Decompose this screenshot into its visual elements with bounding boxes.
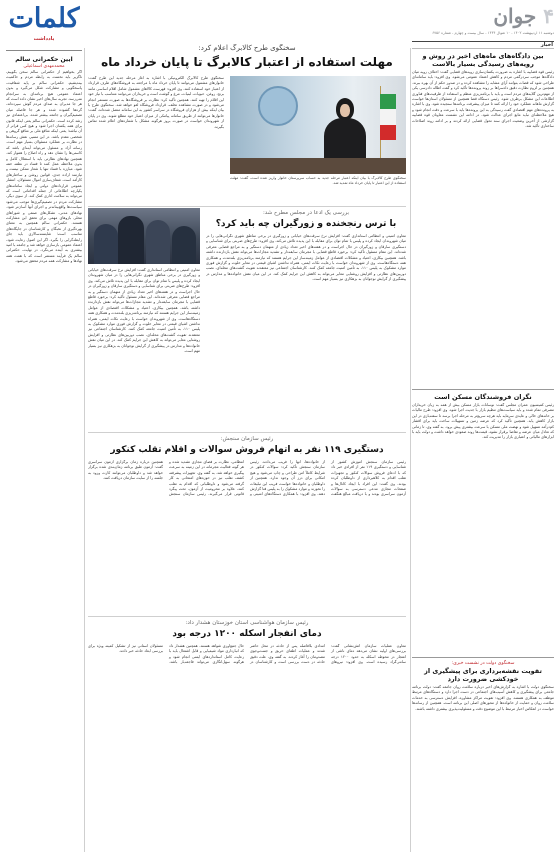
blast-story-title: دمای انفجار اسکله ۱۲۰۰ درجه بود <box>172 629 322 639</box>
column-divider-right <box>410 48 411 852</box>
konkur-story-kicker: رئیس سازمان سنجش: <box>220 436 274 442</box>
page-number: ۴ <box>543 4 554 28</box>
lead-story <box>88 44 406 204</box>
figure-2 <box>118 216 144 264</box>
robbery-story-photo <box>88 208 200 264</box>
housing-box-body: رئیس کمیسیون عمران مجلس گفت: نوسانات بازار مسکن بیش از همه به زیان خریداران مصرفی تمام شده و باید سیاست‌های تنظیم بازار با جدیت اجرا شود. وی افزود: طرح مالیات بر خانه‌های خالی و عایدی سرمایه باید هرچه سریع‌تر به مرحله اجرا برسد تا سفته‌بازی در این بازار کاهش یابد. همچنین تأکید کرد که عرضه زمین و تسهیلات ساخت باید برای اقشار کم‌درآمد تسهیل شود و نهضت ملی مسکن با سرعت بیشتری پیش برود. به گفته وی، تا زمانی که تعادل میان عرضه و تقاضا برقرار نشود، قیمت‌ها روند صعودی خواهد داشت و دولت باید با ابزارهای مالیاتی و اعتباری بازار را مدیریت کند. <box>412 403 554 440</box>
konkur-story-body: رئیس سازمان سنجش آموزش کشور از شناسایی و دستگیری ۱۱۹ نفر از افرادی خبر داد که با ادعای فروش سوالات کنکور و تجهیزات تقلب اقدام به کلاهبرداری از داوطلبان کرده بودند. وی گفت: این افراد با ایجاد کانال‌ها و صفحات مجازی مدعی دسترسی به سوالات آزمون سراسری بودند و با دریافت مبالغ هنگفت از خانواده‌ها، آنها را فریب می‌دادند. رئیس سازمان سنجش تأکید کرد: سوالات کنکور در شرایط کاملاً امن طراحی و چاپ می‌شود و هیچ امکانی برای درز آن وجود ندارد. همچنین از داوطلبان و خانواده‌ها خواست فریب این تبلیغات را نخورند و موارد مشکوک را به پلیس فتا گزارش دهند. وی افزود: با همکاری دستگاه‌های امنیتی و انتظامی، نظارت بر فضای مجازی تشدید شده و هر گونه فعالیت مجرمانه در این زمینه به سرعت پیگیری خواهد شد. به گفته وی، تجهیزات پیشرفته کشف تقلب نیز در حوزه‌های امتحانی به کار گرفته می‌شود و داوطلبانی که اقدام به تقلب کنند، علاوه بر محرومیت از آزمون، تحت پیگرد قانونی قرار می‌گیرند. رئیس سازمان سنجش همچنین درباره زمان برگزاری آزمون سراسری گفت: آزمون طبق برنامه زمان‌بندی شده برگزار خواهد شد و داوطلبان می‌توانند کارت ورود به جلسه را از سایت سازمان دریافت کنند. <box>88 460 406 497</box>
kalamat-rule <box>6 50 82 51</box>
divider-1 <box>88 206 406 207</box>
opinion-author: محمدمهدی اسماعیلی <box>23 64 65 69</box>
divider-2 <box>88 432 406 433</box>
dateline: دوشنبه ۱۱ اردیبهشت ۱۴۰۲ - ۱۰ شوال ۱۴۴۴ - سال بیست و چهارم - شماره ۶۷۵۶ <box>432 31 554 35</box>
brand-name: جوان <box>493 4 537 28</box>
housing-box <box>412 389 554 653</box>
lead-news-title: بین دادگاه‌های ماه‌های اخیر در روش و رویه‌های رسیدگی بسیار بالاست <box>422 52 544 68</box>
figure-1 <box>94 224 118 264</box>
desk <box>230 158 406 174</box>
gov-box-body: سخنگوی دولت با اشاره به گزارش‌های اخیر درباره سلامت روان جامعه گفت: دولت برنامه جامعی برای پیشگیری و کاهش آسیب‌های اجتماعی در دست اجرا دارد و دستگاه‌های مرتبط موظف به همکاری هستند. وی افزود: تقویت مراکز مشاوره، افزایش دسترسی به خدمات سلامت روان و حمایت از خانواده‌ها از محورهای اصلی این برنامه است. همچنین از رسانه‌ها خواست در انعکاس اخبار مرتبط با این موضوع دقت و مسئولیت‌پذیری بیشتری داشته باشند. <box>412 685 554 711</box>
kalamat-logo: کلمات <box>8 3 80 34</box>
konkur-story <box>88 434 406 614</box>
lead-story-caption: سخنگوی طرح کالابرگ با بیان اینکه اعتبار مرحله جدید به حساب سرپرستان خانوار واریز شده است، گفت: مهلت استفاده از این اعتبار تا پایان خرداد ماه تمدید شد. <box>230 176 406 185</box>
blast-story <box>88 618 406 852</box>
lead-news-body: رئیس قوه قضاییه با اشاره به ضرورت یکسان‌سازی رویه‌های قضایی گفت: اختلاف رویه میان دادگاه‌ها موجب سردرگمی مردم و کاهش اعتماد عمومی می‌شود. وی افزود: باید سامانه‌ای طراحی شود که قضات بتوانند آرای مشابه را مشاهده کرده و در صدور حکم از آن بهره ببرند. همچنین بر لزوم نظارت دقیق دادسراها بر روند پرونده‌ها تأکید کرد و گفت اطاله دادرسی یکی از مهم‌ترین گلایه‌های مردم است و باید با برنامه‌ریزی منظم و استفاده از ظرفیت‌های فناوری اطلاعات این مشکل برطرف شود. رئیس دستگاه قضا همچنین از مسئولان استان‌ها خواست گزارش ماهانه عملکرد خود را ارائه کنند تا میزان پیشرفت برنامه‌ها سنجیده شود. وی با اشاره به پرونده‌های مهم اقتصادی گفت رسیدگی به این پرونده‌ها باید با سرعت و دقت انجام شود و هیچ ملاحظه‌ای نباید مانع اجرای عدالت شود. در ادامه این نشست معاونان قوه قضاییه گزارشی از آخرین وضعیت اجرای سند تحول قضایی ارائه کردند و بر ادامه روند اصلاحات ساختاری تأکید شد. <box>412 70 554 129</box>
lead-story-title: مهلت استفاده از اعتبار کالابرگ تا پایان خرداد ماه <box>101 55 393 69</box>
gov-box <box>412 657 554 835</box>
masthead <box>412 4 554 42</box>
lead-story-kicker: سخنگوی طرح کالابرگ اعلام کرد: <box>198 44 296 52</box>
robbery-story-body-cont: معاون امنیتی و انتظامی استانداری گفت: افزایش نرخ سرقت‌های خیابانی و زورگیری در برخی مناطق شهری نگرانی‌هایی را در میان شهروندان ایجاد کرده و پلیس با تمام توان برای مقابله با این پدیده تلاش می‌کند. وی افزود: طرح‌های ضربتی برای شناسایی و دستگیری سارقان و زورگیران در حال اجراست و در هفته‌های اخیر تعداد زیادی از متهمان دستگیر و به مراجع قضایی معرفی شده‌اند. این مقام مسئول تأکید کرد: برخورد قاطع قضایی با مجرمان سابقه‌دار و تشدید مجازات‌ها می‌تواند نقش بازدارنده داشته باشد. همچنین بیکاری، اعتیاد و مشکلات اقتصادی از عوامل زمینه‌ساز این جرایم هستند که نیازمند برنامه‌ریزی بلندمدت و همکاری همه دستگاه‌هاست. وی از شهروندان خواست با رعایت نکات ایمنی، همراه نداشتن اشیای قیمتی در معابر خلوت و گزارش فوری موارد مشکوک به پلیس ۱۱۰، به تأمین امنیت جامعه کمک کنند. کارشناسان اجتماعی نیز معتقدند تقویت گشت‌های محله‌ای، نصب دوربین‌های نظارتی و افزایش روشنایی معابر می‌تواند به کاهش این جرایم کمک کند. در این میان نقش خانواده‌ها و مدارس در پیشگیری از گرایش نوجوانان به بزهکاری نیز بسیار مهم است. <box>88 268 200 354</box>
column-divider-left <box>84 48 85 852</box>
opinion-body: اگر بخواهیم از حکمرانی سالم سخن بگوییم، ناگزیر باید نخست به رابطه مردم و حاکمیت بیندیشیم. حکمرانی سالم بر پایه شفافیت، پاسخگویی و مشارکت شکل می‌گیرد و بدون اعتماد عمومی هیچ برنامه‌ای به سرانجام نمی‌رسد. تجربه سال‌های اخیر نشان داده است که هر جا مدیران به صدای مردم گوش سپرده‌اند، گره‌ها گشوده شده و هر جا فاصله میان تصمیم‌گیران و جامعه بیشتر شده، بی‌اعتمادی نیز رشد کرده است. حکمرانی سالم یعنی اینکه قانون برای همه یکسان اجرا شود و هیچ کس فراتر از آن نباشد؛ یعنی اینکه منافع ملی بر منافع گروهی و شخصی مقدم باشد. در این مسیر، نقش رسانه‌ها در نظارت بر عملکرد مسئولان بسیار مهم است. رسانه آزاد و مسئول می‌تواند آینه‌ای باشد که کاستی‌ها را نشان دهد و راه اصلاح را هموار کند. همچنین نهادهای نظارتی باید با استقلال کامل و بدون ملاحظه عمل کنند تا فساد در نطفه خفه شود. مبارزه با فساد تنها با شعار ممکن نیست و نیازمند اراده جدی، قوانین روشن و ساختارهای کارآمد است. شفاف‌سازی اموال مسئولان، انتشار عمومی قراردادهای دولتی و ایجاد سامانه‌های یکپارچه اطلاعاتی از جمله اقداماتی است که می‌تواند به سلامت اداری کمک کند. از سوی دیگر، مشارکت مردم در تصمیم‌گیری‌ها موجب می‌شود سیاست‌ها واقع‌بینانه‌تر و اجرای آنها آسان‌تر شود. نهادهای مدنی، تشکل‌های صنفی و شوراهای محلی بازوهای مهمی برای تحقق این مشارکت هستند. حکمرانی سالم همچنین به معنای بهره‌گیری از نخبگان و کارشناسان در جایگاه‌های مناسب است؛ شایسته‌سالاری باید جای رابطه‌گرایی را بگیرد. اگر این اصول رعایت شود، اعتماد عمومی بازسازی خواهد شد و جامعه با امید بیشتری به آینده می‌نگرد. در نهایت، حکمرانی سالم یک فرآیند مستمر است که با همت همه نهادها و مشارکت همه مردم محقق می‌شود. <box>6 70 82 264</box>
robbery-story-kicker: بررسی یک ادعا در مجلس مطرح شد: <box>262 210 350 216</box>
gov-box-title: تقویت نقشه‌برداری برای پیشگیری از خودکشی ضرورت دارد <box>424 667 542 683</box>
robbery-story <box>88 208 406 430</box>
gov-box-kicker: سخنگوی دولت در نشست خبری: <box>451 661 515 666</box>
news-column <box>412 52 554 852</box>
figure-3 <box>146 220 170 264</box>
divider-3 <box>88 616 406 617</box>
emblem-icon <box>258 86 298 126</box>
robbery-story-body: معاون امنیتی و انتظامی استانداری گفت: افزایش نرخ سرقت‌های خیابانی و زورگیری در برخی مناطق شهری نگرانی‌هایی را در میان شهروندان ایجاد کرده و پلیس با تمام توان برای مقابله با این پدیده تلاش می‌کند. وی افزود: طرح‌های ضربتی برای شناسایی و دستگیری سارقان و زورگیران در حال اجراست و در هفته‌های اخیر تعداد زیادی از متهمان دستگیر و به مراجع قضایی معرفی شده‌اند. این مقام مسئول تأکید کرد: برخورد قاطع قضایی با مجرمان سابقه‌دار و تشدید مجازات‌ها می‌تواند نقش بازدارنده داشته باشد. همچنین بیکاری، اعتیاد و مشکلات اقتصادی از عوامل زمینه‌ساز این جرایم هستند که نیازمند برنامه‌ریزی بلندمدت و همکاری همه دستگاه‌هاست. وی از شهروندان خواست با رعایت نکات ایمنی، همراه نداشتن اشیای قیمتی در معابر خلوت و گزارش فوری موارد مشکوک به پلیس ۱۱۰، به تأمین امنیت جامعه کمک کنند. کارشناسان اجتماعی نیز معتقدند تقویت گشت‌های محله‌ای، نصب دوربین‌های نظارتی و افزایش روشنایی معابر می‌تواند به کاهش این جرایم کمک کند. در این میان نقش خانواده‌ها و مدارس در پیشگیری از گرایش نوجوانان به بزهکاری نیز بسیار مهم است. <box>206 234 406 282</box>
section-label: اخبار <box>540 42 553 48</box>
robbery-story-title: با ترس رنجخنده و زورگیران چه باید کرد؟ <box>215 219 397 229</box>
housing-box-title: نگران فروشندگان مسکن است <box>434 393 532 401</box>
konkur-story-title: دستگیری ۱۱۹ نفر به اتهام فروش سوالات و اقلام تقلب کنکور <box>110 445 384 455</box>
lead-story-photo <box>230 76 406 174</box>
opinion-column <box>6 56 82 852</box>
kalamat-masthead <box>6 4 82 54</box>
opinion-title: آیین حکمرانی سالم <box>15 56 73 63</box>
blast-story-kicker: رئیس سازمان هواشناسی استان خوزستان هشدار داد: <box>185 620 309 626</box>
figure-4 <box>172 226 196 264</box>
brand-logo <box>487 4 554 28</box>
kalamat-sublabel: یادداشت <box>33 36 55 42</box>
section-bar <box>412 41 554 49</box>
lead-story-body: سخنگوی طرح کالابرگ الکترونیکی با اشاره به آغاز مرحله جدید این طرح گفت: خانوارهای مشمول می‌توانند تا پایان خرداد ماه با مراجعه به فروشگاه‌های طرف قرارداد از اعتبار خود استفاده کنند. وی افزود: فهرست کالاهای مشمول شامل اقلام اساسی مانند برنج، روغن، حبوبات، لبنیات، مرغ و گوشت است و خریداران می‌توانند متناسب با نیاز خود این اقلام را تهیه کنند. همچنین تأکید کرد: نظارت بر فروشگاه‌ها به صورت مستمر انجام می‌شود و در صورت مشاهده تخلف، قرارداد فروشگاه لغو خواهد شد. سخنگوی طرح با بیان اینکه بیش از هزاران فروشگاه در سراسر کشور به این سامانه متصل شده‌اند، گفت: خانوارها می‌توانند از طریق سامانه پیامکی از میزان اعتبار خود مطلع شوند. وی در پایان از شهروندان خواست در صورت بروز هرگونه مشکل با شماره‌های اعلام شده تماس بگیرند. <box>88 76 224 129</box>
blast-story-body: معاون عملیات سازمان آتش‌نشانی گفت: بررسی‌های اولیه نشان می‌دهد دمای ناشی از انفجار در محوطه اسکله به حدود ۱۲۰۰ درجه سانتی‌گراد رسیده است. وی افزود: نیروهای امدادی بلافاصله پس از حادثه در محل حاضر شدند و عملیات اطفای حریق و جست‌وجوی مصدومان را آغاز کردند. به گفته وی، علت دقیق حادثه در دست بررسی است و کارشناسان در حال جمع‌آوری شواهد هستند. همچنین هشدار داد که انبارداری مواد شیمیایی و قابل اشتعال باید با رعایت کامل استانداردهای ایمنی انجام شود و هرگونه سهل‌انگاری می‌تواند فاجعه‌بار باشد. مسئولان استانی نیز از تشکیل کمیته ویژه برای بررسی ابعاد حادثه خبر دادند. <box>88 644 406 665</box>
speaker-figure <box>324 98 366 160</box>
iran-flag-icon <box>380 94 396 140</box>
